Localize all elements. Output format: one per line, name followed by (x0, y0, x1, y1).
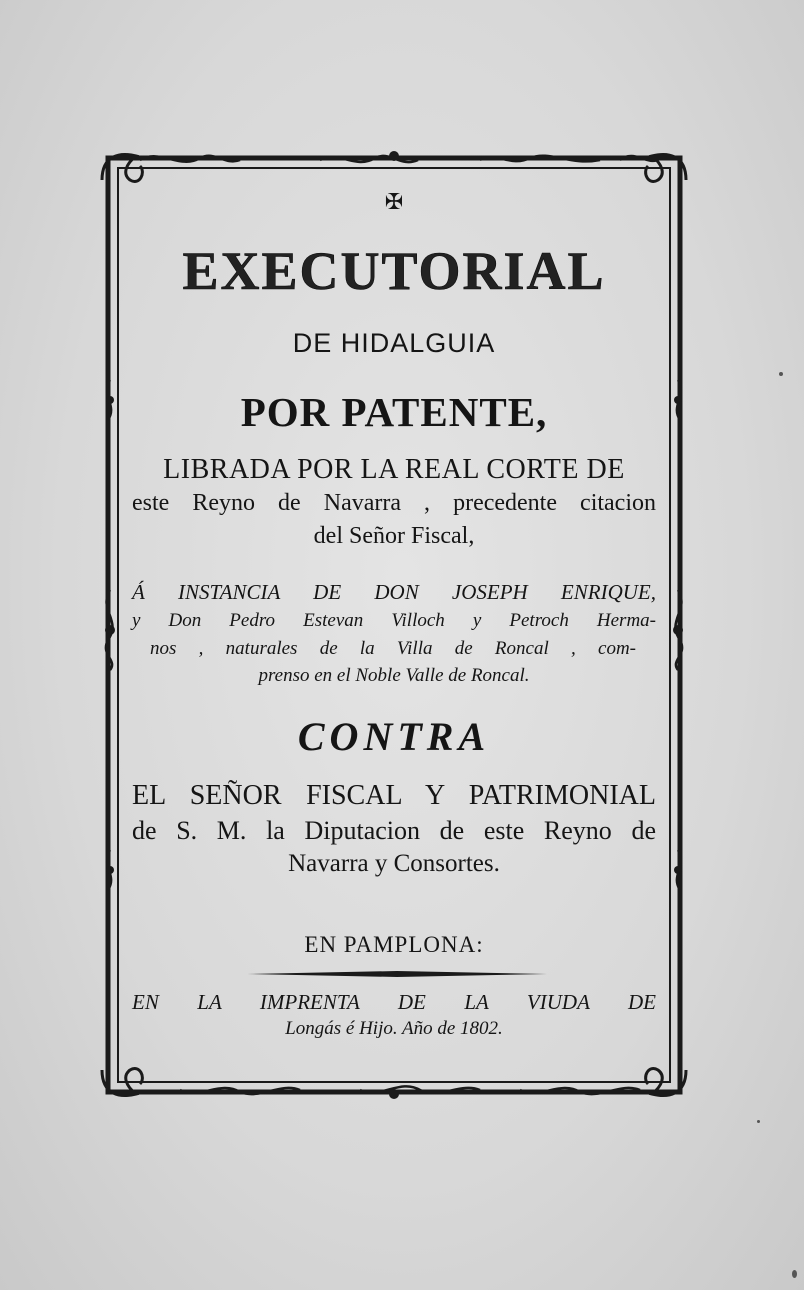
subtitle-hidalguia: DE HIDALGUIA (292, 328, 496, 358)
paper-speck (779, 372, 783, 376)
issued-line-1: LIBRADA POR LA REAL CORTE DE (163, 454, 625, 485)
printer-line-2: Longás é Hijo. Año de 1802. (285, 1018, 503, 1039)
cross-ornament: ✠ (384, 190, 404, 215)
contra-heading: CONTRA (297, 714, 491, 759)
decorative-rule (247, 970, 547, 978)
subtitle-patente: POR PATENTE, (240, 389, 548, 435)
instance-line-2: y Don Pedro Estevan Villoch y Petroch Herma- (132, 610, 656, 631)
instance-line-4: prenso en el Noble Valle de Roncal. (258, 665, 530, 686)
against-line-1: EL SEÑOR FISCAL Y PATRIMONIAL (132, 780, 656, 811)
paper-speck (757, 1120, 760, 1123)
printer-line-1: EN LA IMPRENTA DE LA VIUDA DE (132, 990, 656, 1014)
paper-speck (792, 1270, 797, 1278)
against-line-3: Navarra y Consortes. (288, 850, 500, 877)
instance-line-1: Á INSTANCIA DE DON JOSEPH ENRIQUE, (132, 580, 656, 604)
imprint-place: EN PAMPLONA: (304, 932, 484, 957)
against-line-2: de S. M. la Diputacion de este Reyno de (132, 816, 656, 845)
title-page-content (132, 180, 656, 1080)
instance-line-3: nos , naturales de la Villa de Roncal , com- (150, 638, 636, 659)
issued-line-3: del Señor Fiscal, (313, 523, 475, 549)
issued-line-2: este Reyno de Navarra , precedente citacion (132, 490, 656, 516)
document-title: EXECUTORIAL (182, 241, 606, 301)
